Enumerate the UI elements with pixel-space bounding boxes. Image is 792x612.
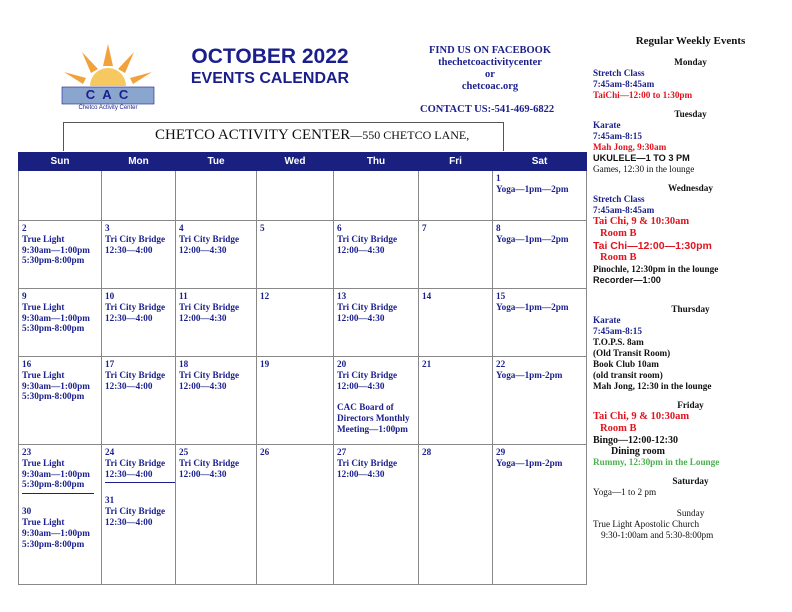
event-item: True Light Apostolic Church — [593, 519, 700, 529]
event-item: Room B — [600, 252, 637, 263]
day-number: 26 — [260, 447, 270, 457]
event-line: 12:00—4:30 — [337, 380, 385, 391]
weekday-header-row — [19, 153, 587, 171]
day-cell — [257, 289, 334, 357]
event-item: Karate — [593, 315, 621, 325]
event-line: 9:30am—1:00pm — [22, 380, 90, 391]
day-cell — [176, 171, 257, 221]
page-title: OCTOBER 2022 — [191, 45, 349, 68]
event-line: Tri City Bridge — [105, 457, 166, 468]
day-cell — [102, 445, 176, 585]
week-row — [19, 171, 587, 221]
event-line: True Light — [22, 457, 65, 468]
event-item: Book Club 10am — [593, 359, 659, 369]
banner-divider — [63, 122, 503, 123]
day-cell — [257, 445, 334, 585]
event-line: 9:30am—1:00pm — [22, 527, 90, 538]
event-line: 5:30pm-8:00pm — [22, 391, 85, 402]
event-line: 5:30pm-8:00pm — [22, 538, 85, 549]
event-item: 7:45am-8:15 — [593, 131, 642, 141]
day-cell — [102, 289, 176, 357]
event-line: True Light — [22, 233, 65, 244]
day-cell — [102, 357, 176, 445]
day-number: 5 — [260, 223, 265, 233]
event-line: Yoga—1pm—2pm — [496, 301, 569, 312]
day-cell — [334, 445, 419, 585]
find-us-block — [410, 45, 570, 93]
event-line: Tri City Bridge — [337, 369, 398, 380]
event-item: Yoga—1 to 2 pm — [593, 487, 657, 497]
event-item: Pinochle, 12:30pm in the lounge — [593, 264, 719, 274]
weekday-label: Saturday — [672, 476, 709, 486]
event-item: Room B — [600, 423, 637, 434]
event-item: Stretch Class — [593, 68, 645, 78]
day-number: 7 — [422, 223, 427, 233]
event-line: True Light — [22, 516, 65, 527]
event-line: 12:00—4:30 — [179, 380, 227, 391]
day-number: 2 — [22, 223, 27, 233]
day-number: 13 — [337, 291, 347, 301]
event-item: (old transit room) — [593, 370, 663, 380]
event-item: 7:45am-8:45am — [593, 79, 655, 89]
event-line: 12:30—4:00 — [105, 468, 153, 479]
event-line: 12:00—4:30 — [337, 244, 385, 255]
week-row — [19, 289, 587, 357]
event-line: CAC Board of — [337, 402, 394, 413]
event-line: Directors Monthly — [337, 412, 410, 423]
weekday-header: Wed — [257, 153, 334, 171]
event-line: 9:30am—1:00pm — [22, 244, 90, 255]
weekday-label: Sunday — [676, 508, 705, 518]
day-cell — [493, 289, 587, 357]
event-line: 5:30pm-8:00pm — [22, 255, 85, 266]
day-number: 1 — [496, 173, 501, 183]
day-number: 25 — [179, 447, 189, 457]
day-number: 20 — [337, 359, 347, 369]
event-line: Tri City Bridge — [337, 233, 398, 244]
weekday-header: Mon — [102, 153, 176, 171]
event-line: 12:00—4:30 — [337, 468, 385, 479]
day-number: 18 — [179, 359, 189, 369]
center-name: CHETCO ACTIVITY CENTER — [155, 127, 351, 143]
day-number: 11 — [179, 291, 188, 301]
day-cell — [19, 171, 102, 221]
day-cell — [102, 171, 176, 221]
logo-caption: Chetco Activity Center — [78, 105, 138, 111]
weekly-events-panel — [593, 36, 788, 541]
day-number: 30 — [22, 506, 32, 517]
day-cell — [257, 171, 334, 221]
logo-letters: C A C — [85, 87, 131, 102]
day-cell — [19, 289, 102, 357]
day-number: 16 — [22, 359, 32, 369]
day-cell — [257, 221, 334, 289]
event-item: Dining room — [611, 446, 665, 457]
event-line: Yoga—1pm-2pm — [496, 457, 563, 468]
day-number: 4 — [179, 223, 184, 233]
event-item: Bingo—12:00-12:30 — [593, 435, 678, 446]
day-cell — [257, 357, 334, 445]
weekday-header: Thu — [334, 153, 419, 171]
day-cell — [19, 221, 102, 289]
event-item: Karate — [593, 120, 621, 130]
calendar-grid — [18, 152, 587, 585]
day-number: 21 — [422, 359, 432, 369]
event-line: 9:30am—1:00pm — [22, 468, 90, 479]
event-item: UKULELE—1 TO 3 PM — [593, 153, 690, 163]
center-address: —550 CHETCO LANE, — [350, 128, 470, 142]
event-line: 9:30am—1:00pm — [22, 312, 90, 323]
event-line — [337, 391, 415, 402]
day-number: 22 — [496, 359, 506, 369]
day-number: 8 — [496, 223, 501, 233]
date-divider — [22, 493, 94, 494]
weekday-header: Tue — [176, 153, 257, 171]
day-cell — [493, 445, 587, 585]
find-us-facebook: FIND US ON FACEBOOK — [428, 45, 552, 56]
day-number: 27 — [337, 447, 347, 457]
event-line: 12:30—4:00 — [105, 244, 153, 255]
event-item: Games, 12:30 in the lounge — [593, 164, 695, 174]
event-line: 12:30—4:00 — [105, 516, 153, 527]
event-line: 5:30pm-8:00pm — [22, 479, 85, 490]
weekday-label: Friday — [677, 400, 704, 410]
event-item: 7:45am-8:45am — [593, 205, 655, 215]
banner-divider — [63, 122, 64, 151]
calendar-body — [19, 171, 587, 585]
day-number: 9 — [22, 291, 27, 301]
event-item: Mah Jong, 12:30 in the lounge — [593, 381, 712, 391]
event-line: Tri City Bridge — [337, 301, 398, 312]
day-number: 10 — [105, 291, 115, 301]
day-cell — [419, 289, 493, 357]
event-line: Tri City Bridge — [105, 506, 166, 517]
event-line: 12:30—4:00 — [105, 312, 153, 323]
event-line: Tri City Bridge — [179, 369, 240, 380]
event-line: True Light — [22, 369, 65, 380]
event-line: Meeting—1:00pm — [337, 423, 408, 434]
center-address-banner — [155, 127, 469, 144]
day-cell — [493, 171, 587, 221]
day-cell — [334, 289, 419, 357]
event-item: Rummy, 12:30pm in the Lounge — [593, 457, 720, 467]
weekday-header: Sun — [19, 153, 102, 171]
weekday-label: Tuesday — [674, 109, 707, 119]
event-item: 9:30-1:00am and 5:30-8:00pm — [601, 530, 714, 540]
day-cell — [419, 357, 493, 445]
event-line: Tri City Bridge — [105, 369, 166, 380]
event-line: Tri City Bridge — [179, 233, 240, 244]
day-number: 12 — [260, 291, 270, 301]
event-line: Yoga—1pm—2pm — [496, 183, 569, 194]
event-line: Tri City Bridge — [105, 301, 166, 312]
event-line: 12:30—4:00 — [105, 380, 153, 391]
find-us-or: or — [485, 69, 495, 80]
event-line: Yoga—1pm—2pm — [496, 233, 569, 244]
event-item: Tai Chi—12:00—1:30pm — [593, 240, 712, 252]
event-line: Tri City Bridge — [179, 457, 240, 468]
event-item: (Old Transit Room) — [593, 348, 671, 358]
event-line: 12:00—4:30 — [179, 244, 227, 255]
date-divider — [105, 482, 176, 483]
day-cell — [176, 289, 257, 357]
day-number: 28 — [422, 447, 432, 457]
event-item: TaiChi—12:00 to 1:30pm — [593, 90, 693, 100]
day-cell — [19, 445, 102, 585]
week-row — [19, 445, 587, 585]
weekday-label: Monday — [674, 57, 707, 67]
event-item: Mah Jong, 9:30am — [593, 142, 667, 152]
day-number: 19 — [260, 359, 270, 369]
weekday-label: Thursday — [671, 304, 710, 314]
day-cell — [176, 445, 257, 585]
day-number: 31 — [105, 495, 115, 506]
day-cell — [334, 221, 419, 289]
day-cell — [493, 357, 587, 445]
page-subtitle: EVENTS CALENDAR — [190, 70, 350, 87]
day-cell — [102, 221, 176, 289]
event-item: Room B — [600, 228, 637, 239]
event-line: 12:00—4:30 — [179, 468, 227, 479]
event-line: Yoga—1pm-2pm — [496, 369, 563, 380]
event-item: T.O.P.S. 8am — [593, 337, 644, 347]
day-number: 3 — [105, 223, 110, 233]
day-number: 23 — [22, 447, 32, 457]
event-line: True Light — [22, 301, 65, 312]
day-number: 29 — [496, 447, 506, 457]
event-item: 7:45am-8:15 — [593, 326, 642, 336]
event-line: Tri City Bridge — [105, 233, 166, 244]
day-number: 6 — [337, 223, 342, 233]
event-item: Recorder—1:00 — [593, 275, 661, 285]
day-cell — [419, 171, 493, 221]
week-row — [19, 357, 587, 445]
day-cell — [419, 445, 493, 585]
day-cell — [176, 357, 257, 445]
day-cell — [334, 171, 419, 221]
event-line: 12:00—4:30 — [179, 312, 227, 323]
day-cell — [493, 221, 587, 289]
contact-phone: CONTACT US:-541-469-6822 — [420, 104, 555, 115]
weekday-header: Sat — [493, 153, 587, 171]
week-row — [19, 221, 587, 289]
facebook-handle: thechetcoactivitycenter — [438, 57, 542, 68]
event-item: Tai Chi, 9 & 10:30am — [593, 216, 690, 227]
event-line: Tri City Bridge — [337, 457, 398, 468]
event-line: 12:00—4:30 — [337, 312, 385, 323]
day-number: 14 — [422, 291, 432, 301]
day-cell — [176, 221, 257, 289]
day-cell — [334, 357, 419, 445]
weekday-header: Fri — [419, 153, 493, 171]
day-cell — [19, 357, 102, 445]
day-number: 24 — [105, 447, 115, 457]
day-number: 17 — [105, 359, 115, 369]
day-number: 15 — [496, 291, 506, 301]
day-cell — [419, 221, 493, 289]
banner-divider — [503, 122, 504, 151]
weekly-events-heading: Regular Weekly Events — [635, 35, 746, 47]
logo — [58, 42, 158, 118]
event-item: Tai Chi, 9 & 10:30am — [593, 411, 690, 422]
weekday-label: Wednesday — [668, 183, 713, 193]
website-link[interactable]: chetcoac.org — [461, 81, 519, 92]
event-line: 5:30pm-8:00pm — [22, 323, 85, 334]
event-item: Stretch Class — [593, 194, 645, 204]
event-line: Tri City Bridge — [179, 301, 240, 312]
